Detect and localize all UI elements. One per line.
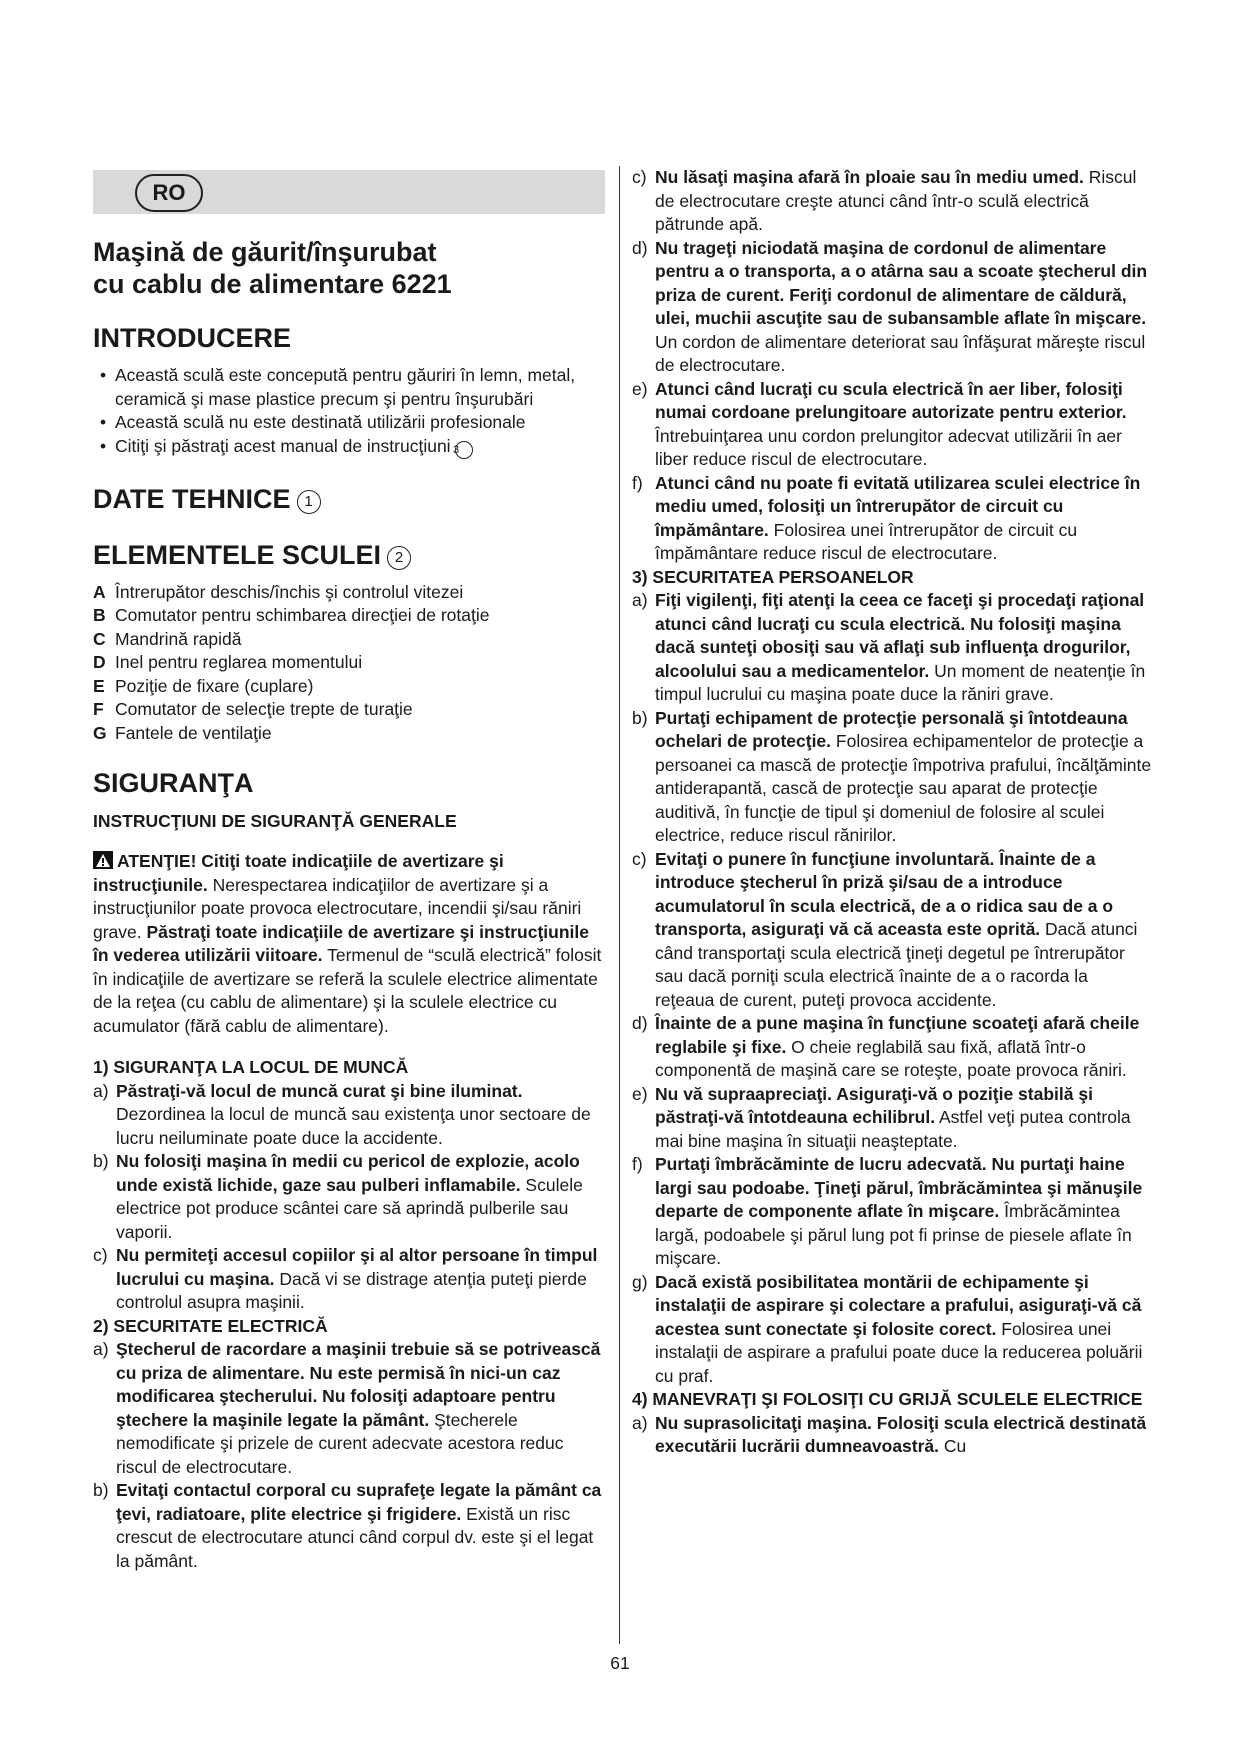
- section-heading: 4) MANEVRAŢI ŞI FOLOSIŢI CU GRIJĂ SCULELE ELECTRICE: [632, 1389, 1143, 1409]
- list-item: b) Purtaţi echipament de protecţie personală şi întotdeauna ochelari de protecţie. Folosirea echipamentelor de protecţie a persoanei ca mască de protecţie împotriva prafului, încălţăminte antiderapantă, cască de protecţie sau aparat de protecţie auditivă, în funcţie de tipul şi domeniul de folosire al sculei electrice, reduce riscul rănirilor.: [632, 707, 1152, 845]
- list-item: g) Dacă există posibilitatea montării de echipamente şi instalaţii de aspirare şi colectare a prafului, asiguraţi-vă că acestea sunt conectate şi folosite corect. Folosirea unei instalaţii de aspirare a prafului poate duce la reducerea poluării cu praf.: [632, 1271, 1143, 1386]
- list-item: c) Nu lăsaţi maşina afară în ploaie sau în mediu umed. Riscul de electrocutare creşte atunci când într-o sculă electrică pătrunde apă.: [632, 167, 1137, 234]
- list-item: E Poziţie de fixare (cuplare): [93, 675, 314, 696]
- safety-subheading: INSTRUCŢIUNI DE SIGURANŢĂ GENERALE: [93, 811, 457, 831]
- intro-bullets: [93, 364, 605, 459]
- warning-paragraph: ATENŢIE! Citiţi toate indicaţiile de avertizare şi instrucţiunile. Nerespectarea indicaţiilor de avertizare şi a instrucţiunilor poate provoca electrocutare, incendii şi/sau răniri grave. Păstraţi toate indicaţiile de avertizare şi instrucţiunile în vederea utilizării viitoare. Termenul de “sculă electrică” folosit în indicaţiile de avertizare se referă la sculele electrice alimentate de la reţea (cu cablu de alimentare) şi la sculele electrice cu acumulator (fără cablu de alimentare).: [93, 851, 602, 1036]
- list-item: e) Atunci când lucraţi cu scula electrică în aer liber, folosiţi numai cordoane prelungitoare autorizate pentru exterior. Întrebuinţarea unu cordon prelungitor adecvat utilizării în aer liber reduce riscul de electrocutare.: [632, 378, 1127, 469]
- language-bar: [93, 170, 605, 214]
- figure-ref-badge: 2: [387, 546, 411, 570]
- tech-data-heading: DATE TEHNICE 1: [93, 483, 605, 515]
- list-item: a) Păstraţi-vă locul de muncă curat şi bine iluminat. Dezordinea la locul de muncă sau existenţa unor sectoare de lucru neiluminate poate duce la accidente.: [93, 1080, 591, 1148]
- column-divider: [619, 166, 620, 1644]
- list-item: a) Ştecherul de racordare a maşinii trebuie să se potrivească cu priza de alimentare. Nu este permisă în nici-un caz modificarea ştecherului. Nu folosiţi adaptoare pentru ştechere la maşinile legate la pământ. Ştecherele nemodificate şi prizele de curent adecvate acestora reduc riscul de electrocutare.: [93, 1339, 601, 1477]
- list-item: A Întrerupător deschis/închis şi controlul vitezei: [93, 581, 464, 602]
- list-item: d) Înainte de a pune maşina în funcţiune scoateţi afară cheile reglabile şi fixe. O cheie reglabilă sau fixă, aflată într-o componentă de maşină care se roteşte, poate provoca răniri.: [632, 1013, 1140, 1080]
- section-heading: 1) SIGURANŢA LA LOCUL DE MUNCĂ: [93, 1057, 409, 1077]
- intro-bullet: • Citiţi şi păstraţi acest manual de instrucţiuni 3: [93, 435, 605, 459]
- section-heading: 2) SECURITATE ELECTRICĂ: [93, 1315, 328, 1336]
- elements-heading: ELEMENTELE SCULEI 2: [93, 539, 605, 571]
- list-item: a) Nu suprasolicitaţi maşina. Folosiţi scula electrică destinată executării lucrării dumneavoastră. Cu: [632, 1412, 1147, 1456]
- list-item: e) Nu vă supraapreciaţi. Asiguraţi-vă o poziţie stabilă şi păstraţi-vă întotdeauna echilibrul. Astfel veţi putea controla mai bine maşina în situaţii neaşteptate.: [632, 1083, 1131, 1151]
- list-item: c) Evitaţi o punere în funcţiune involuntară. Înainte de a introduce ştecherul în priză şi/sau de a introduce acumulatorul în scula electrică, de a o ridica sau de a o transporta, asiguraţi vă că aceasta este oprită. Dacă atunci când transportaţi scula electrică ţineţi degetul pe întrerupător sau dacă porniţi scula electrică înainte de a o racorda la reţeaua de curent, puteţi provoca accidente.: [632, 848, 1138, 1010]
- list-item: D Inel pentru reglarea momentului: [93, 652, 363, 672]
- list-item: d) Nu trageţi niciodată maşina de cordonul de alimentare pentru a o transporta, a o atârna sau a scoate ştecherul din priza de curent. Feriţi cordonul de alimentare de căldură, ulei, muchii ascuţite sau de subansamble aflate în mişcare. Un cordon de alimentare deteriorat sau înfăşurat măreşte riscul de electrocutare.: [632, 237, 1148, 375]
- intro-heading: INTRODUCERE: [93, 323, 292, 353]
- list-item: b) Evitaţi contactul corporal cu suprafeţe legate la pământ ca ţevi, radiatoare, plite electrice şi frigidere. Există un risc crescut de electrocutare atunci când corpul dv. este şi el legat la pământ.: [93, 1480, 602, 1571]
- list-item: a) Fiţi vigilenţi, fiţi atenţi la ceea ce faceţi şi procedaţi raţional atunci când lucraţi cu scula electrică. Nu folosiţi maşina dacă sunteţi obosiţi sau vă aflaţi sub influenţa drogurilor, alcoolului sau a medicamentelor. Un moment de neatenţie în timpul lucrului cu maşina poate duce la răniri grave.: [632, 590, 1146, 704]
- safety-heading: SIGURANŢA: [93, 768, 254, 798]
- list-item: B Comutator pentru schimbarea direcţiei de rotaţie: [93, 605, 490, 625]
- list-item: c) Nu permiteţi accesul copiilor şi al altor persoane în timpul lucrului cu maşina. Dacă vi se distrage atenţia puteţi pierde controlul asupra maşinii.: [93, 1245, 598, 1312]
- list-item: f) Atunci când nu poate fi evitată utilizarea sculei electrice în mediu umed, folosiţi un întrerupător de circuit cu împământare. Folosirea unei întrerupător de circuit cu împământare reduce riscul de electrocutare.: [632, 472, 1141, 563]
- left-column: [93, 170, 605, 1573]
- list-item: G Fantele de ventilaţie: [93, 722, 272, 743]
- figure-ref-badge: 3: [455, 441, 473, 459]
- section-heading: 3) SECURITATEA PERSOANELOR: [632, 566, 914, 587]
- intro-bullet: • Această sculă este concepută pentru găuriri în lemn, metal, ceramică şi mase plastice precum şi pentru înşurubări: [93, 364, 605, 411]
- right-column: [632, 166, 1152, 1459]
- list-item: f) Purtaţi îmbrăcăminte de lucru adecvată. Nu purtaţi haine largi sau podoabe. Ţineţi părul, îmbrăcămintea şi mănuşile departe de componente aflate în mişcare. Îmbrăcămintea largă, podoabele şi părul lung pot fi prinse de piesele aflate în mişcare.: [632, 1154, 1143, 1268]
- list-item: F Comutator de selecţie trepte de turaţie: [93, 699, 413, 719]
- page-number: 61: [610, 1653, 630, 1673]
- list-item: b) Nu folosiţi maşina în medii cu pericol de explozie, acolo unde există lichide, gaze sau pulberi inflamabile. Sculele electrice pot produce scântei care să aprindă pulberile sau vaporii.: [93, 1151, 583, 1242]
- warning-triangle-icon: [93, 851, 113, 869]
- elements-list: [93, 581, 605, 746]
- intro-bullet: • Această sculă nu este destinată utilizării profesionale: [93, 411, 605, 435]
- figure-ref-badge: 1: [297, 490, 321, 514]
- language-badge: RO: [135, 174, 203, 212]
- document-title: Maşină de găurit/înşurubat cu cablu de alimentare 6221: [93, 237, 452, 299]
- list-item: C Mandrină rapidă: [93, 628, 242, 649]
